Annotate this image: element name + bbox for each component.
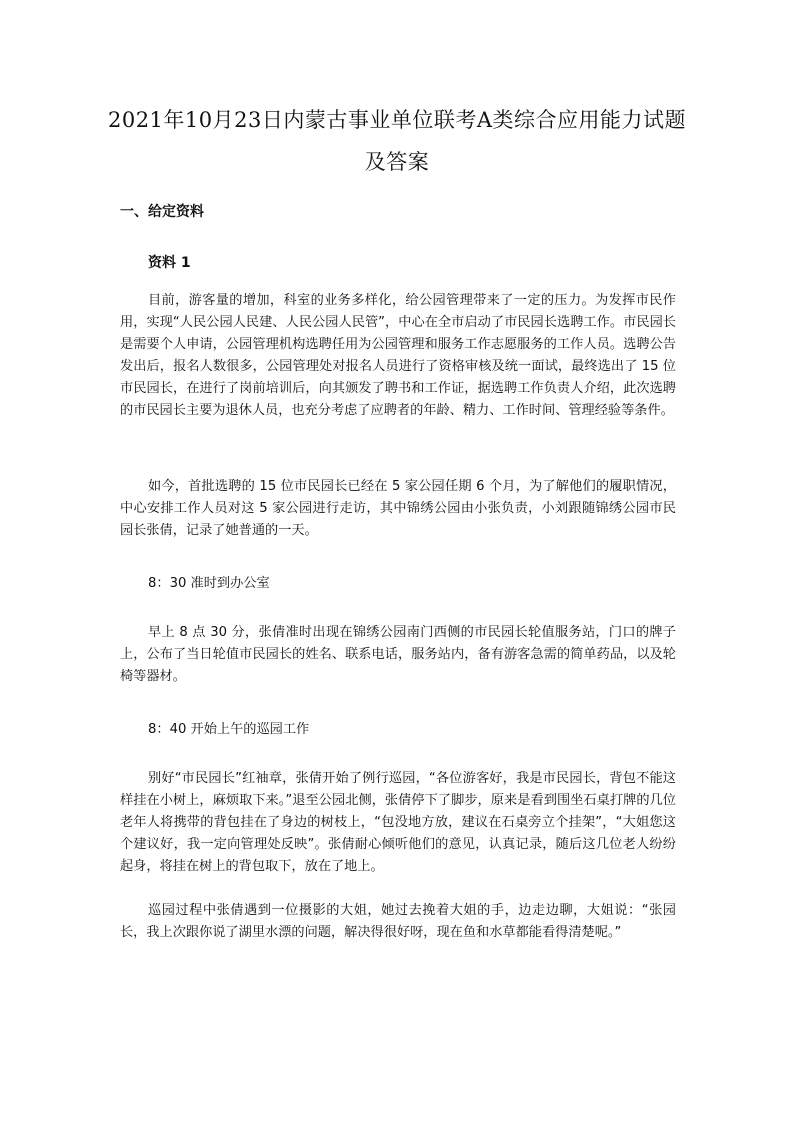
paragraph: 早上 8 点 30 分，张倩准时出现在锦绣公园南门西侧的市民园长轮值服务站，门口的牌子上，公布了当日轮值市民园长的姓名、联系电话，服务站内，备有游客急需的简单药品，以及轮椅等器材。 bbox=[120, 625, 676, 684]
paragraph: 别好“市民园长”红袖章，张倩开始了例行巡园，“各位游客好，我是市民园长，背包不能这样挂在小树上，麻烦取下来。”退至公园北侧，张倩停下了脚步，原来是看到围坐石桌打牌的几位老年人将携带的背包挂在了身边的树枝上，“包没地方放，建议在石桌旁立个挂架”，“大姐您这个建议好，我一定向管理处反映”。张倩耐心倾听他们的意见，认真记录，随后这几位老人纷纷起身，将挂在树上的背包取下，放在了地上。 bbox=[120, 771, 676, 874]
paragraph: 如今，首批选聘的 15 位市民园长已经在 5 家公园任期 6 个月，为了解他们的履职情况，中心安排工作人员对这 5 家公园进行走访，其中锦绣公园由小张负责，小刘跟随锦绣公园市民园长张倩，记录了她普通的一天。 bbox=[120, 479, 676, 538]
material-label: 资料 1 bbox=[148, 255, 191, 271]
time-heading: 8：40 开始上午的巡园工作 bbox=[148, 722, 310, 737]
section-heading: 一、给定资料 bbox=[120, 204, 204, 220]
time-heading: 8：30 准时到办公室 bbox=[148, 576, 270, 591]
paragraph: 目前，游客量的增加，科室的业务多样化，给公园管理带来了一定的压力。为发挥市民作用，实现“人民公园人民建、人民公园人民管”，中心在全市启动了市民园长选聘工作。市民园长是需要个人申请，公园管理机构选聘任用为公园管理和服务工作志愿服务的工作人员。选聘公告发出后，报名人数很多，公园管理处对报名人员进行了资格审核及统一面试，最终选出了 15 位市民园长，在进行了岗前培训后，向其颁发了聘书和工作证，据选聘工作负责人介绍，此次选聘的市民园长主要为退休人员，也充分考虑了应聘者的年龄、精力、工作时间、管理经验等条件。 bbox=[120, 293, 676, 418]
document-title-line-1: 2021年10月23日内蒙古事业单位联考A类综合应用能力试题 bbox=[107, 108, 687, 132]
paragraph: 巡园过程中张倩遇到一位摄影的大姐，她过去挽着大姐的手，边走边聊，大姐说：“张园长，我上次跟你说了湖里水漂的问题，解决得很好呀，现在鱼和水草都能看得清楚呢。” bbox=[120, 903, 676, 940]
document-title-line-2: 及答案 bbox=[364, 150, 430, 174]
